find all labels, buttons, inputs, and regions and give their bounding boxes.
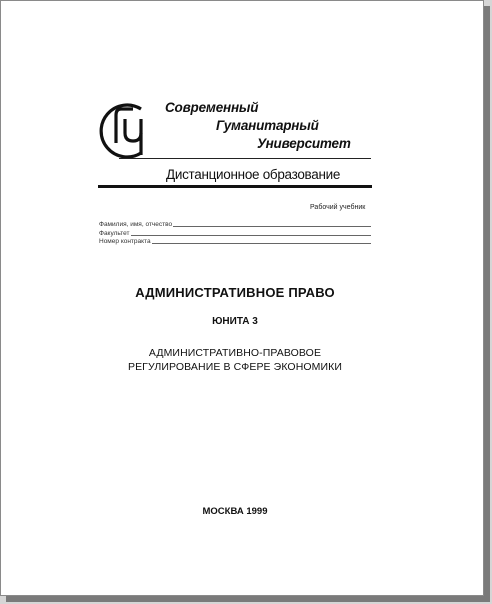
record-book-field-line: [152, 243, 371, 244]
program-name: Дистанционное образование: [166, 167, 341, 182]
city-year: МОСКВА 1999: [202, 506, 268, 517]
faculty-field-label: Факультет: [99, 230, 130, 237]
subtitle-line-2: РЕГУЛИРОВАНИЕ В СФЕРЕ ЭКОНОМИКИ: [127, 361, 343, 373]
sgu-logo-icon: [97, 99, 161, 163]
university-name-line-3: Университет: [257, 136, 351, 151]
name-field-label: Фамилия, имя, отчество: [99, 221, 173, 228]
record-book-field-label: Номер контракта: [99, 238, 151, 245]
university-name-line-1: Современный: [165, 100, 259, 115]
document-title: АДМИНИСТРАТИВНОЕ ПРАВО: [135, 285, 335, 300]
divider-thin: [119, 158, 371, 159]
name-field-line: [173, 226, 371, 227]
record-book-field: [99, 236, 371, 245]
unit-label: ЮНИТА 3: [212, 316, 258, 327]
document-type: Рабочий учебник: [310, 204, 366, 211]
page-shadow-right: [484, 6, 490, 598]
divider-thick: [98, 185, 372, 188]
subtitle-line-1: АДМИНИСТРАТИВНО-ПРАВОВОЕ: [148, 347, 322, 359]
page-shadow-bottom: [6, 596, 490, 602]
university-name-line-2: Гуманитарный: [216, 118, 319, 133]
name-field: [99, 219, 371, 228]
